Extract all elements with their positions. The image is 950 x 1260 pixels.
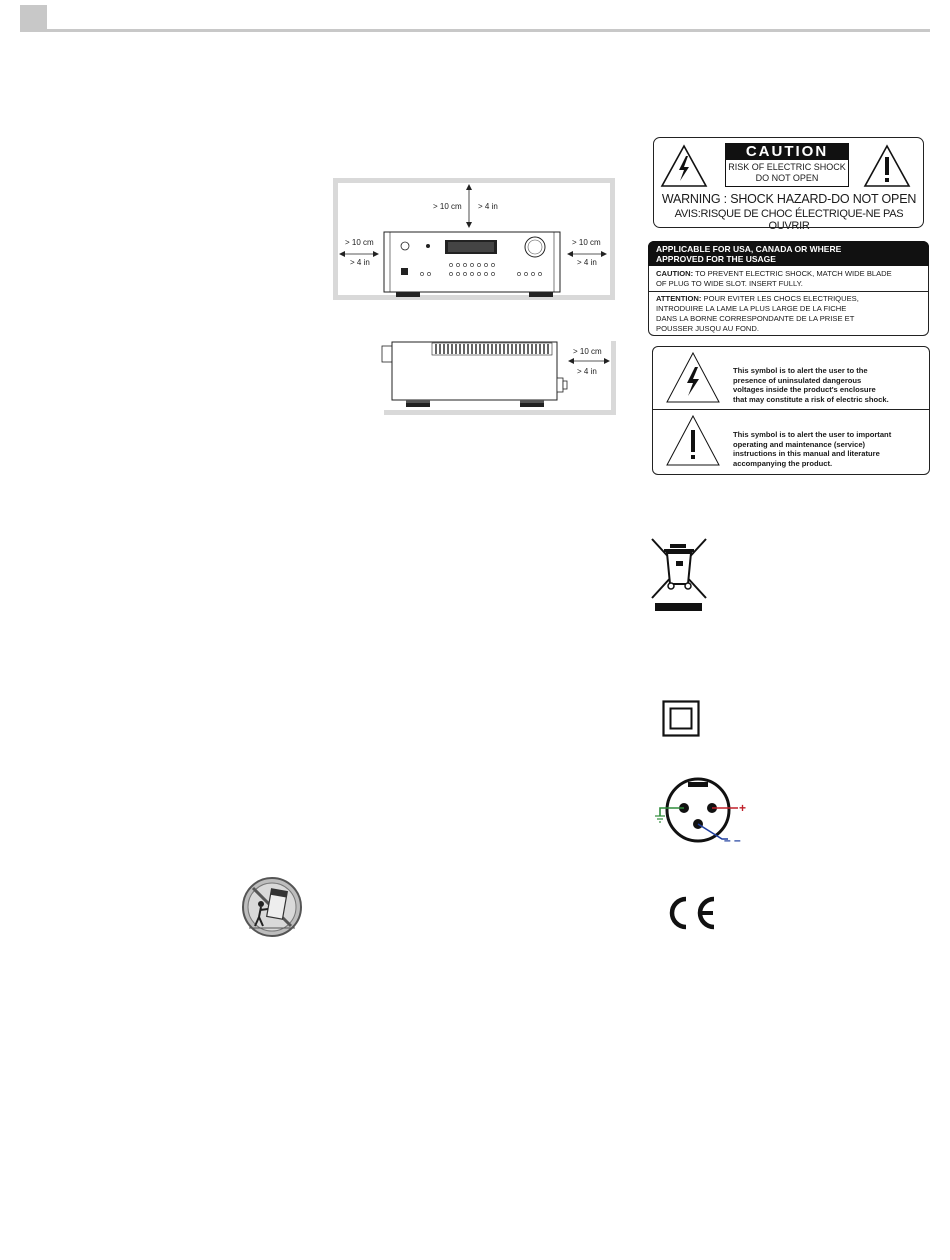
- plug-attention-line-4: POUSSER JUSQU AU FOND.: [656, 324, 759, 333]
- xlr-cold-label: – –: [724, 833, 741, 847]
- warning-line: WARNING : SHOCK HAZARD-DO NOT OPEN: [661, 192, 917, 206]
- rear-clearance-in: > 4 in: [577, 367, 597, 376]
- header-rule: [20, 29, 930, 32]
- left-clearance-cm: > 10 cm: [345, 238, 374, 247]
- exclamation-text-line-1: This symbol is to alert the user to important: [733, 430, 892, 439]
- exclamation-warning-icon: [862, 143, 912, 189]
- lightning-text-line-1: This symbol is to alert the user to the: [733, 366, 868, 375]
- plug-attention-text: [656, 294, 924, 334]
- exclamation-text-line-2: operating and maintenance (service): [733, 439, 866, 449]
- side-panel-illustration: [380, 338, 580, 413]
- exclamation-text-line-3: instructions in this manual and literature: [733, 449, 880, 459]
- caution-sub-line-2: DO NOT OPEN: [755, 173, 819, 183]
- lightning-text-line-4: that may constitute a risk of electric shock.: [733, 394, 889, 404]
- plug-attention-line-3: DANS LA BORNE CORRESPONDANTE DE LA PRISE ET: [656, 314, 855, 323]
- cart-warning-icon: [241, 876, 303, 938]
- plug-caution-line-1: TO PREVENT ELECTRIC SHOCK, MATCH WIDE BLADE: [693, 269, 892, 278]
- rear-clearance-cm: > 10 cm: [573, 347, 602, 356]
- right-clearance-cm: > 10 cm: [572, 238, 601, 247]
- plug-attention-line-2: INTRODUIRE LA LAME LA PLUS LARGE DE LA FICHE: [656, 304, 847, 313]
- plug-label-header: [648, 241, 929, 266]
- plug-attention-key: ATTENTION:: [656, 294, 702, 303]
- plug-caution-line-2: OF PLUG TO WIDE SLOT. INSERT FULLY.: [656, 279, 803, 288]
- lightning-warning-icon: [659, 143, 709, 189]
- plug-caution-text: [656, 269, 924, 289]
- caution-subtitle: [725, 162, 849, 184]
- plug-caution-key: CAUTION:: [656, 269, 694, 278]
- right-clearance-in: > 4 in: [577, 258, 597, 267]
- plug-header-line-2: APPROVED FOR THE USAGE: [656, 253, 776, 264]
- avis-line: AVIS:RISQUE DE CHOC ÉLECTRIQUE-NE PAS OUVRIR: [674, 208, 904, 232]
- ce-mark-icon: [660, 893, 720, 933]
- left-clearance-in: > 4 in: [350, 258, 370, 267]
- xlr-hot-label: +: [739, 801, 747, 815]
- symbol-label-divider: [652, 409, 930, 410]
- plug-attention-line-1: POUR EVITER LES CHOCS ELECTRIQUES,: [701, 294, 859, 303]
- caution-title: CAUTION: [725, 143, 849, 160]
- rear-clearance-arrow: [568, 357, 610, 365]
- plug-header-line-1: APPLICABLE FOR USA, CANADA OR WHERE: [656, 244, 842, 254]
- plug-label-divider: [648, 291, 929, 292]
- top-clearance-cm: > 10 cm: [433, 202, 462, 211]
- caution-sub-line-1: RISK OF ELECTRIC SHOCK: [728, 162, 846, 172]
- lightning-symbol-icon: [664, 350, 722, 406]
- exclamation-symbol-text: [733, 430, 928, 468]
- exclamation-text-line-4: accompanying the product.: [733, 458, 833, 468]
- weee-bin-icon: [648, 536, 710, 614]
- lightning-text-line-2: presence of uninsulated dangerous: [733, 375, 862, 385]
- double-insulation-icon: [662, 700, 702, 738]
- lightning-symbol-text: [733, 366, 928, 404]
- top-clearance-in: > 4 in: [478, 202, 498, 211]
- lightning-text-line-3: voltages inside the product's enclosure: [733, 385, 876, 395]
- header-tab-marker: [20, 5, 47, 32]
- exclamation-symbol-icon: [664, 413, 722, 469]
